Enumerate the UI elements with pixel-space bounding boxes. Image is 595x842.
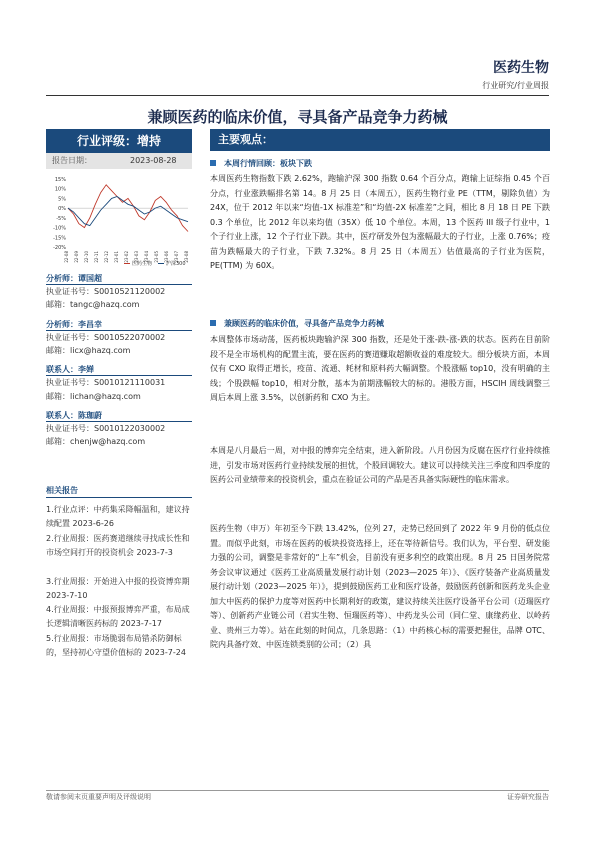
analyst-divider [46, 375, 192, 376]
related-report-item[interactable]: 2.行业周报：医药赛道继续寻找成长性和市场空间打开的投资机会 2023-7-3 [46, 534, 190, 557]
y-tick-label: -15% [53, 235, 66, 242]
cert-number: S0010121110031 [94, 378, 166, 388]
performance-chart [46, 175, 192, 270]
weekly-review-paragraph: 本周医药生物指数下跌 2.62%，跑输沪深 300 指数 0.64 个百分点，跑输上证综指 0.45 个百分点，行业涨跌幅排名第 14。8 月 25 日（本周五），医药生物行业 PE（TTM，剔除负值）为 24X，位于 2012 年以来“均值-1X 标准差”和“均值-2X 标准差”之间，相比 8 月 18 日 PE 下跌 0.3 个单位，比 2012 年以来均值（35X）低 10 个单位。本周，13 个医药 III 级子行业中，1 个子行业上涨，12 个子行业下跌。其中，医疗研发外包为涨幅最大的子行业，上涨 0.76%；疫苗为跌幅最大的子行业，下跌 7.32%。8 月 25 日（本周五）估值最高的子行业为医院，PE(TTM) 为 60X。 [210, 174, 550, 270]
clinical-value-text-3 [210, 522, 550, 653]
email-value[interactable]: chenjw@hazq.com [70, 437, 146, 447]
related-report-item[interactable]: 4.行业周报：中报预报博弈严重，布局成长逻辑清晰医药标的 2023-7-17 [46, 605, 190, 628]
related-report-item[interactable]: 1.行业点评：中药集采降幅温和，建议持续配置 2023-6-26 [46, 505, 190, 528]
analyst-divider [46, 421, 192, 422]
footer-label: 证券研究报告 [507, 793, 549, 801]
section-clinical-value-title: 兼顾医药的临床价值，寻具备产品竞争力药械 [224, 319, 384, 328]
analyst-3-row-2 [46, 436, 145, 447]
bullet-square-icon [210, 320, 216, 326]
cert-label: 执业证书号： [46, 332, 94, 342]
x-tick-label: 23-01 [114, 251, 119, 263]
analyst-1-row-0 [46, 319, 102, 330]
clinical-value-text-2 [210, 444, 550, 488]
series-line-1 [68, 197, 188, 226]
clinical-value-paragraph-2: 本周是八月最后一周，对中报的博弈完全结束，进入新阶段。八月份因为反腐在医疗行业持续推进，引发市场对医药行业持续发展的担忧，个股回调较大。建议可以持续关注三季度和四季度的医药公司业绩带来的投资机会，重点在验证公司的产品是否具备实际硬性的临床需求。 [210, 446, 550, 484]
x-tick-label: 23-03 [134, 251, 139, 263]
cert-number: S0010521120002 [94, 287, 166, 297]
industry-rating: 行业评级：增持 [46, 129, 192, 153]
analyst-divider [46, 284, 192, 285]
related-report-item[interactable]: 5.行业周报：市场脆弱布局错杀防御标的，坚持初心守望价值标的 2023-7-24 [46, 634, 186, 657]
section-weekly-review-title: 本周行情回顾：板块下跌 [224, 159, 312, 168]
header-divider [46, 95, 549, 96]
analyst-0-row-0 [46, 273, 102, 284]
x-tick-label: 23-04 [144, 251, 149, 263]
analyst-role: 联系人： [46, 410, 78, 420]
x-tick-label: 22-09 [74, 251, 79, 263]
related-reports-title: 相关报告 [46, 486, 78, 495]
x-tick-label: 23-08 [184, 251, 189, 263]
key-points-title: 主要观点： [218, 133, 273, 146]
analyst-role: 分析师： [46, 319, 78, 329]
analyst-divider [46, 330, 192, 331]
analyst-2-row-1 [46, 377, 165, 388]
x-tick-label: 22-12 [104, 251, 109, 263]
legend-label: 医药生物 [132, 261, 153, 267]
section-clinical-value [210, 318, 384, 329]
x-tick-label: 23-06 [164, 251, 169, 263]
analyst-name: 李婵 [78, 365, 94, 375]
cert-number: S0010122030002 [94, 424, 166, 433]
y-tick-label: 15% [54, 177, 66, 183]
analyst-name: 李昌幸 [78, 319, 102, 329]
y-tick-label: 10% [54, 186, 66, 193]
cert-number: S0010522070002 [94, 332, 166, 342]
cert-label: 执业证书号： [46, 378, 94, 388]
email-label: 邮箱： [46, 391, 70, 401]
analyst-role: 联系人： [46, 365, 78, 375]
analyst-3-row-0 [46, 410, 102, 421]
email-label: 邮箱： [46, 437, 70, 447]
header-title: 医药生物 [493, 60, 549, 76]
x-tick-label: 23-05 [154, 251, 159, 263]
related-divider [46, 497, 192, 498]
analyst-1-row-2 [46, 345, 130, 356]
cert-label: 执业证书号： [46, 424, 94, 433]
analyst-name: 陈珈蔚 [78, 410, 102, 420]
email-value[interactable]: tangc@hazq.com [70, 300, 140, 310]
analyst-2-row-2 [46, 391, 141, 402]
section-weekly-review [210, 158, 312, 169]
analyst-3-row-1 [46, 423, 165, 434]
y-tick-label: -5% [56, 215, 66, 222]
email-value[interactable]: licx@hazq.com [70, 346, 131, 355]
y-tick-label: -10% [53, 225, 66, 232]
email-label: 邮箱： [46, 346, 70, 355]
y-tick-label: 5% [58, 196, 66, 203]
report-date-row [46, 153, 192, 169]
report-date-label: 报告日期： [52, 156, 92, 165]
footer-divider [46, 790, 549, 791]
x-tick-label: 22-10 [84, 251, 89, 263]
analyst-1-row-1 [46, 332, 165, 343]
clinical-value-text-1 [210, 333, 550, 406]
y-tick-label: -20% [53, 245, 66, 251]
related-report-item[interactable]: 3.行业周报：开始进入中报的投资博弈期 2023-7-10 [46, 577, 190, 600]
report-date-value: 2023-08-28 [130, 156, 177, 165]
x-tick-label: 22-08 [64, 251, 69, 263]
bullet-square-icon [210, 160, 216, 166]
x-tick-label: 23-07 [174, 251, 179, 263]
cert-label: 执业证书号： [46, 287, 94, 297]
legend-label: 沪深300 [166, 261, 186, 267]
weekly-review-text [210, 172, 550, 274]
report-title: 兼顾医药的临床价值，寻具备产品竞争力药械 [147, 108, 448, 126]
footer-disclaimer: 敬请参阅末页重要声明及评级说明 [46, 793, 151, 801]
clinical-value-paragraph-1: 本周整体市场动荡，医药板块跑输沪深 300 指数，还是处于涨-跌-涨-跌的状态。医药在目前阶段不是全市场机构的配置主流，要在医药的赛道赚取超额收益的难度较大。细分板块方面，本周仅有 CXO 取得正增长，疫苗、流通、耗材和原料药大幅调整。个股涨幅 top10，没有明确的主线；个股跌幅 top10，相对分散，基本为前期涨幅较大的标的。港股方面，HSCIH 周线调整三周后本周上涨 3.5%，以创新药和 CXO 为主。 [210, 335, 550, 402]
clinical-value-paragraph-3: 医药生物（申万）年初至今下跌 13.42%，位列 27，走势已经回到了 2022 年 9 月份的低点位置。而似乎此刻，市场在医药的板块投资选择上，还在等待新信号。我们认为，平台型、研发能力强的公司，调整是非常好的“上车”机会，目前没有更多利空的政策出现。8 月 25 日国务院常务会议审议通过《医药工业高质量发展行动计划（2023—2025 年）》、《医疗装备产业高质量发展行动计划（2023—2025 年）》，提到鼓励医药工业和医疗设备，鼓励医药创新和医药龙头企业加大中医药的保护力度等对医药中长期利好的政策，建议持续关注医疗设备平台公司（迈瑞医疗等）、创新药产业链公司（君实生物、恒瑞医药等）、中药龙头公司（同仁堂、康缘药业、以岭药业、贵州三力等）。站在此刻的时间点，几条思路：（1）中药核心标的需要把握住，品牌 OTC、院内具备疗效、中医连锁类别的公司；（2）具 [210, 524, 550, 649]
y-tick-label: 0% [58, 206, 66, 213]
key-points-header [210, 129, 550, 151]
email-label: 邮箱： [46, 300, 70, 310]
analyst-2-row-0 [46, 364, 94, 375]
x-tick-label: 23-02 [124, 251, 129, 263]
analyst-name: 谭国超 [78, 274, 102, 283]
analyst-0-row-1 [46, 286, 165, 297]
analyst-role: 分析师： [46, 274, 78, 283]
header-subtitle: 行业研究/行业周报 [482, 81, 549, 90]
email-value[interactable]: lichan@hazq.com [70, 391, 141, 401]
analyst-0-row-2 [46, 299, 139, 310]
x-tick-label: 22-11 [94, 251, 99, 263]
